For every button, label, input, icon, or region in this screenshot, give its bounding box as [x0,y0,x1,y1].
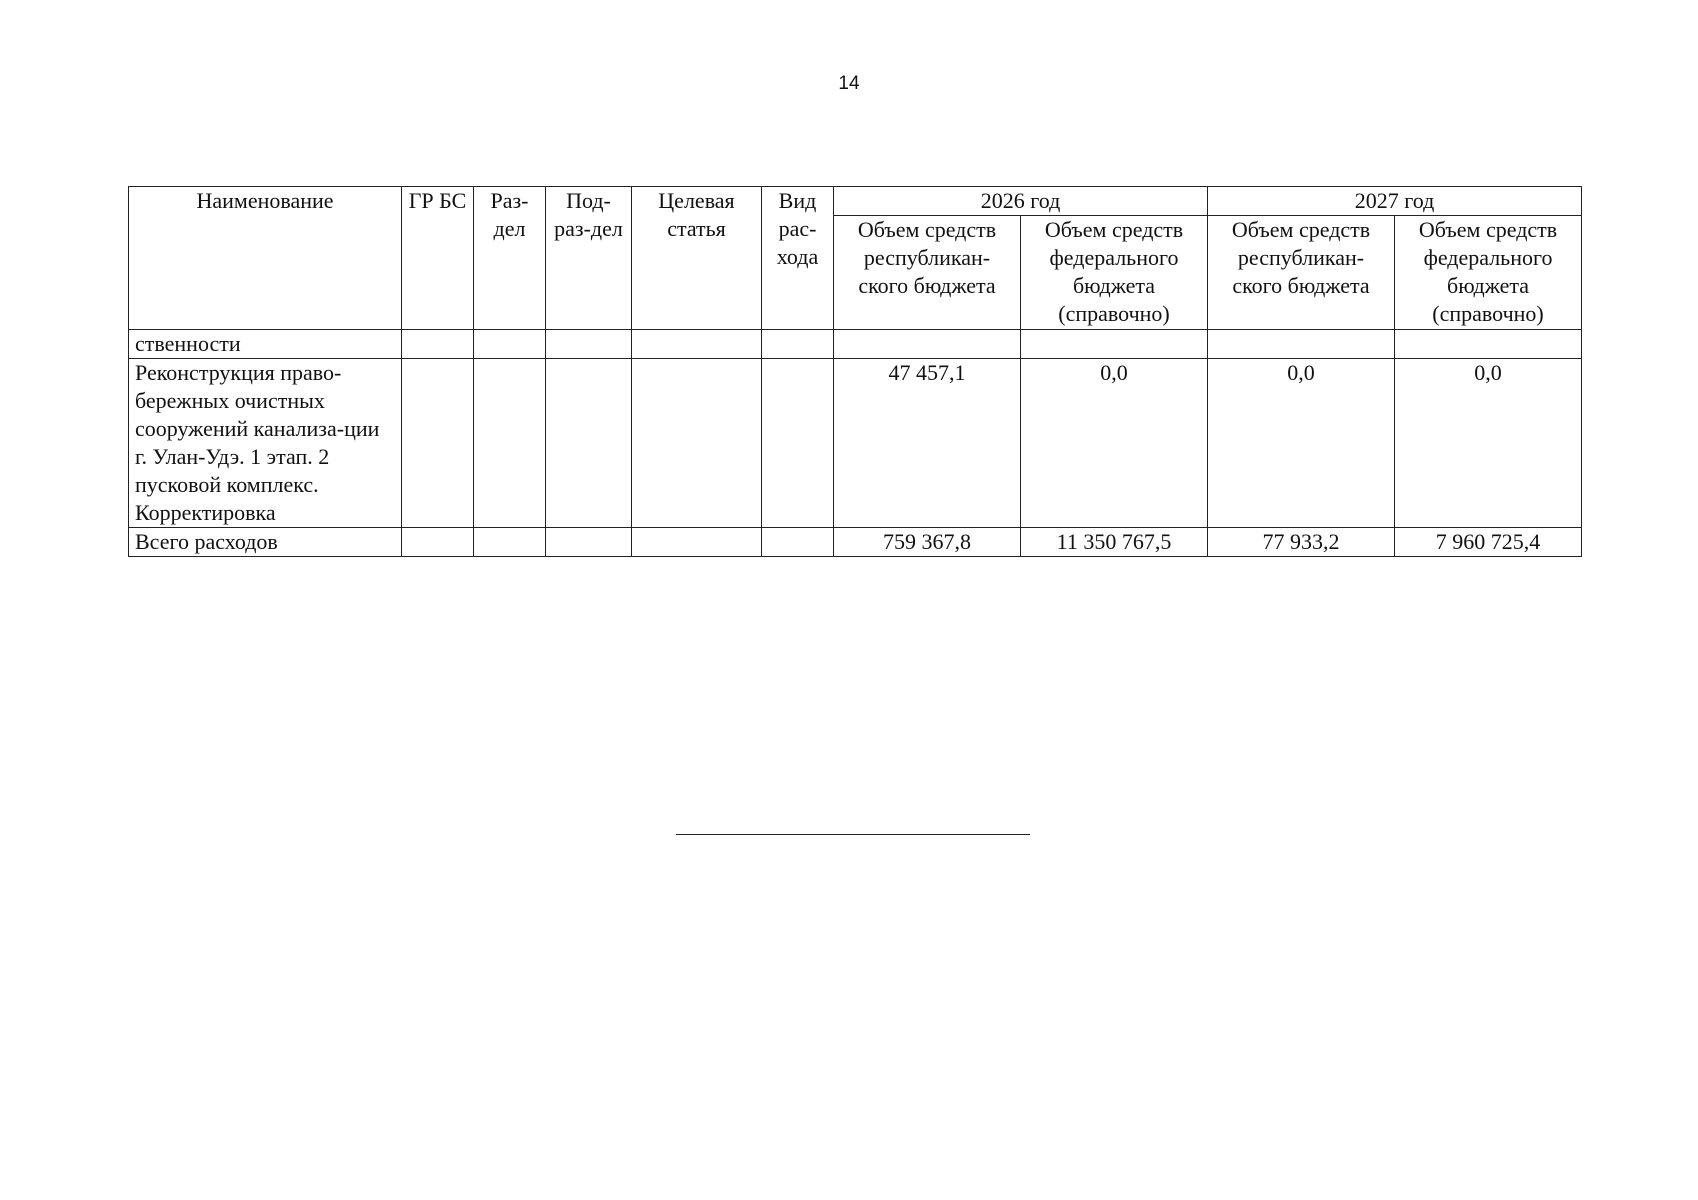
header-year-2026: 2026 год [834,187,1208,216]
row-name: ственности [129,330,402,359]
end-of-document-line [676,834,1030,835]
row-grbs [402,359,474,528]
row-2027-federal: 0,0 [1395,359,1582,528]
header-year-2027: 2027 год [1208,187,1582,216]
header-podrazdel: Под-раз-дел [546,187,632,330]
row-celevaya-statya [632,359,762,528]
total-label: Всего расходов [129,528,402,557]
row-podrazdel [546,330,632,359]
row-razdel [474,359,546,528]
row-vid-rashoda [762,330,834,359]
row-podrazdel [546,528,632,557]
total-2026-republic: 759 367,8 [834,528,1021,557]
row-2026-republic: 47 457,1 [834,359,1021,528]
row-celevaya-statya [632,330,762,359]
table-row [129,359,1582,528]
row-2027-republic: 0,0 [1208,359,1395,528]
header-2027-republic-budget: Объем средств республикан-ского бюджета [1208,216,1395,330]
row-2026-federal: 0,0 [1021,359,1208,528]
page-number: 14 [838,73,860,94]
row-name: Реконструкция право-бережных очистных сооружений канализа-ции г. Улан-Удэ. 1 этап. 2 пусковой комплекс. Корректировка [129,359,402,528]
total-2027-federal: 7 960 725,4 [1395,528,1582,557]
table-row [129,330,1582,359]
row-2027-federal [1395,330,1582,359]
row-vid-rashoda [762,359,834,528]
total-2027-republic: 77 933,2 [1208,528,1395,557]
header-2026-republic-budget: Объем средств республикан-ского бюджета [834,216,1021,330]
header-vid-rashoda: Вид рас-хода [762,187,834,330]
header-2026-federal-budget: Объем средств федерального бюджета (справочно) [1021,216,1208,330]
budget-table [128,186,1582,557]
table-row-total [129,528,1582,557]
row-2026-federal [1021,330,1208,359]
row-grbs [402,330,474,359]
header-celevaya-statya: Целевая статья [632,187,762,330]
header-razdel: Раз-дел [474,187,546,330]
header-2027-federal-budget: Объем средств федерального бюджета (справочно) [1395,216,1582,330]
header-name: Наименование [129,187,402,330]
row-vid-rashoda [762,528,834,557]
row-razdel [474,330,546,359]
row-podrazdel [546,359,632,528]
row-celevaya-statya [632,528,762,557]
total-2026-federal: 11 350 767,5 [1021,528,1208,557]
row-razdel [474,528,546,557]
row-2027-republic [1208,330,1395,359]
row-2026-republic [834,330,1021,359]
header-row-years [129,187,1582,216]
row-grbs [402,528,474,557]
header-grbs: ГР БС [402,187,474,330]
